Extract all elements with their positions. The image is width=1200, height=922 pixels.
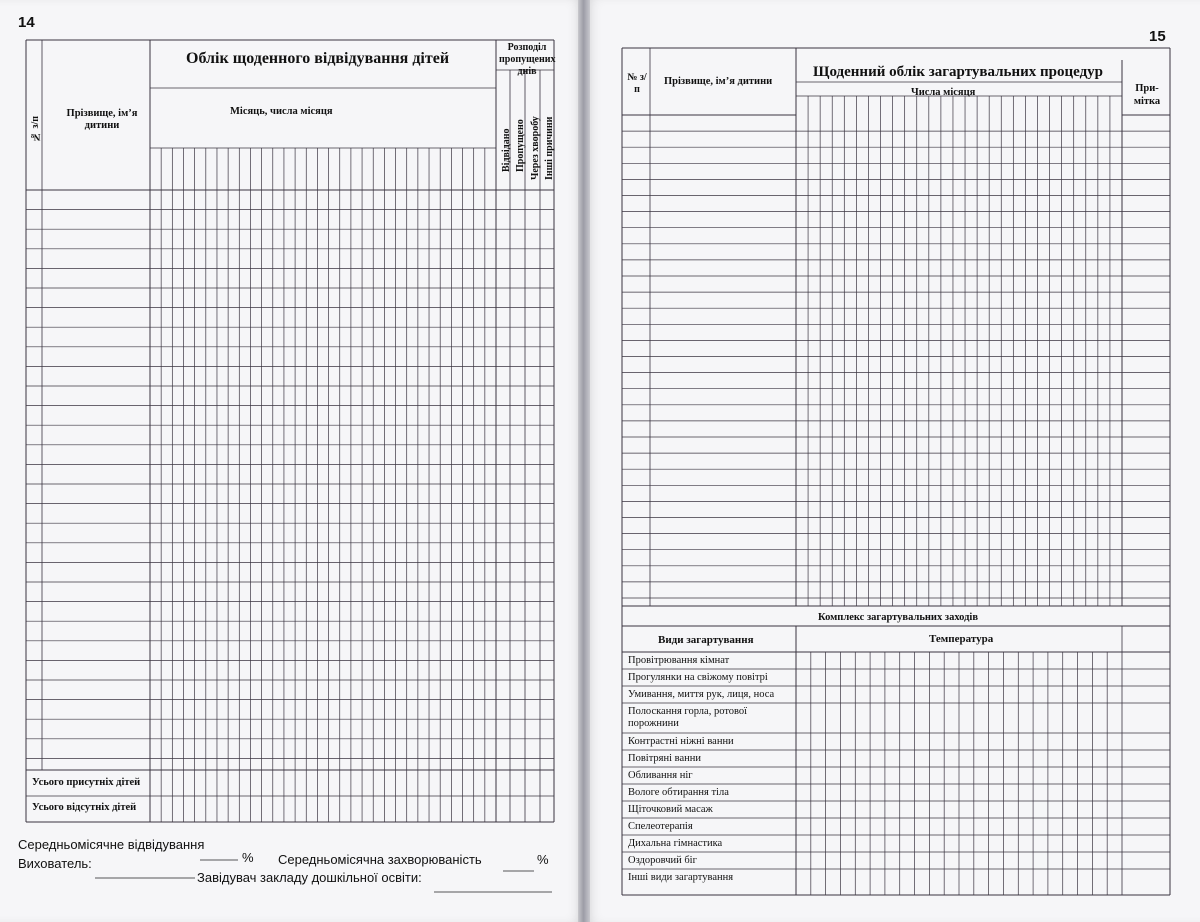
missed-days-header: Розподіл пропущених днів: [499, 42, 556, 77]
note-header: При-мітка: [1133, 83, 1161, 107]
avg-attendance-percent: %: [242, 850, 254, 865]
procedure-label: Вологе обтирання тіла: [628, 787, 729, 798]
page-number-left: 14: [18, 14, 35, 31]
procedure-label: Інші види загартування: [628, 872, 734, 883]
attendance-title: Облік щоденного відвідування дітей: [186, 50, 450, 67]
right-page: [586, 0, 1200, 922]
procedure-label: Спелеотерапія: [628, 821, 693, 832]
total-absent-label: Усього відсутніх дітей: [32, 802, 137, 813]
procedure-label: Умивання, миття рук, лиця, носа: [628, 689, 775, 700]
col-number-header: № з/п: [30, 115, 41, 142]
hardening-title: Щоденний облік загартувальних процедур: [813, 64, 1103, 80]
avg-illness-percent: %: [537, 852, 549, 867]
missed-col-missed: Пропущено: [515, 119, 526, 172]
procedure-label: Оздоровчий біг: [628, 855, 697, 866]
avg-attendance-label: Середньомісячне відвідування: [18, 837, 205, 852]
col-name-header-right: Прізвище, ім’я дитини: [664, 76, 773, 87]
complex-header: Комплекс загартувальних заходів: [818, 612, 979, 623]
procedure-label: Контрастні ніжні ванни: [628, 736, 734, 747]
procedure-label: Дихальна гімнастика: [628, 838, 723, 849]
missed-col-other: Інші причини: [544, 116, 555, 180]
left-page: [0, 0, 584, 922]
missed-col-attended: Відвідано: [501, 128, 512, 172]
procedure-label: Прогулянки на свіжому повітрі: [628, 672, 768, 683]
procedure-label: Полоскання горла, ротової порожнини: [628, 706, 748, 729]
procedure-label: Повітряні ванни: [628, 753, 702, 764]
col-name-header: Прізвище, ім’я дитини: [66, 108, 138, 131]
procedure-label: Провітрювання кімнат: [628, 655, 730, 666]
temperature-header: Температура: [929, 633, 994, 645]
days-header: Числа місяця: [911, 87, 976, 98]
hardening-table-grid: [586, 0, 1200, 922]
missed-col-illness: Через хворобу: [530, 116, 541, 180]
page-number-right: 15: [1149, 28, 1166, 45]
types-header: Види загартування: [658, 634, 754, 646]
month-header: Місяць, числа місяця: [230, 106, 333, 117]
head-label: Завідувач закладу дошкільної освіти:: [197, 870, 422, 885]
total-present-label: Усього присутніх дітей: [32, 777, 141, 788]
procedure-label: Щіточковий масаж: [628, 804, 713, 815]
avg-illness-label: Середньомісячна захворюваність: [278, 852, 482, 867]
procedure-label: Обливання ніг: [628, 770, 693, 781]
col-number-header-right: № з/п: [627, 72, 647, 95]
educator-label: Вихователь:: [18, 856, 92, 871]
book-spine: [578, 0, 590, 922]
